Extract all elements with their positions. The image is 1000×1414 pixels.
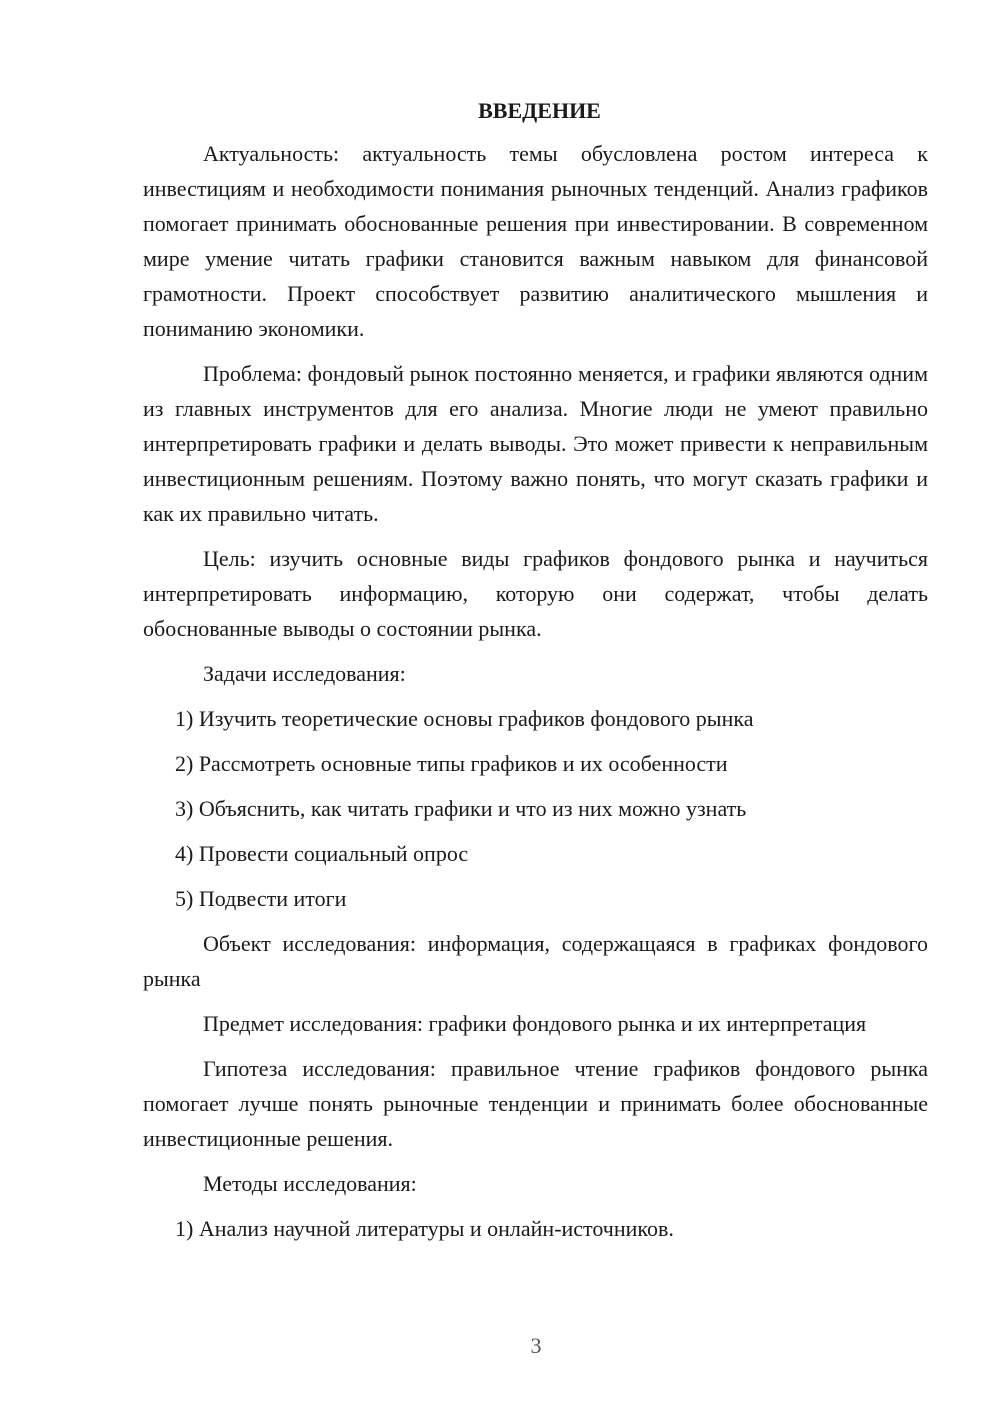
paragraph-object: Объект исследования: информация, содержащаяся в графиках фондового рынка [143, 931, 928, 991]
paragraph-relevance: Актуальность: актуальность темы обусловлена ростом интереса к инвестициям и необходимости понимания рыночных тенденций. Анализ графиков помогает принимать обоснованные решения при инвестировании. В современном мире умение читать графики становится важным навыком для финансовой грамотности. Проект способствует развитию аналитического мышления и пониманию экономики. [143, 141, 928, 341]
tasks-heading: Задачи исследования: [203, 661, 406, 686]
page-content [143, 92, 928, 1256]
paragraph-subject: Предмет исследования: графики фондового рынка и их интерпретация [203, 1011, 867, 1036]
methods-heading: Методы исследования: [203, 1171, 417, 1196]
page-title: ВВЕДЕНИЕ [478, 98, 601, 123]
list-item: 5) Подвести итоги [175, 886, 347, 911]
list-item: 1) Анализ научной литературы и онлайн-источников. [175, 1216, 674, 1241]
list-item: 3) Объяснить, как читать графики и что из них можно узнать [175, 796, 747, 821]
list-item: 2) Рассмотреть основные типы графиков и их особенности [175, 751, 728, 776]
paragraph-goal: Цель: изучить основные виды графиков фондового рынка и научиться интерпретировать информацию, которую они содержат, чтобы делать обоснованные выводы о состоянии рынка. [143, 546, 928, 641]
page-number: 3 [530, 1333, 542, 1358]
list-item: 4) Провести социальный опрос [175, 841, 469, 866]
list-item: 1) Изучить теоретические основы графиков фондового рынка [175, 706, 754, 731]
paragraph-hypothesis: Гипотеза исследования: правильное чтение графиков фондового рынка помогает лучше понять рыночные тенденции и принимать более обоснованные инвестиционные решения. [143, 1056, 928, 1151]
paragraph-problem: Проблема: фондовый рынок постоянно меняется, и графики являются одним из главных инструментов для его анализа. Многие люди не умеют правильно интерпретировать графики и делать выводы. Это может привести к неправильным инвестиционным решениям. Поэтому важно понять, что могут сказать графики и как их правильно читать. [143, 361, 928, 526]
methods-list [143, 1211, 928, 1246]
tasks-list [143, 701, 928, 916]
